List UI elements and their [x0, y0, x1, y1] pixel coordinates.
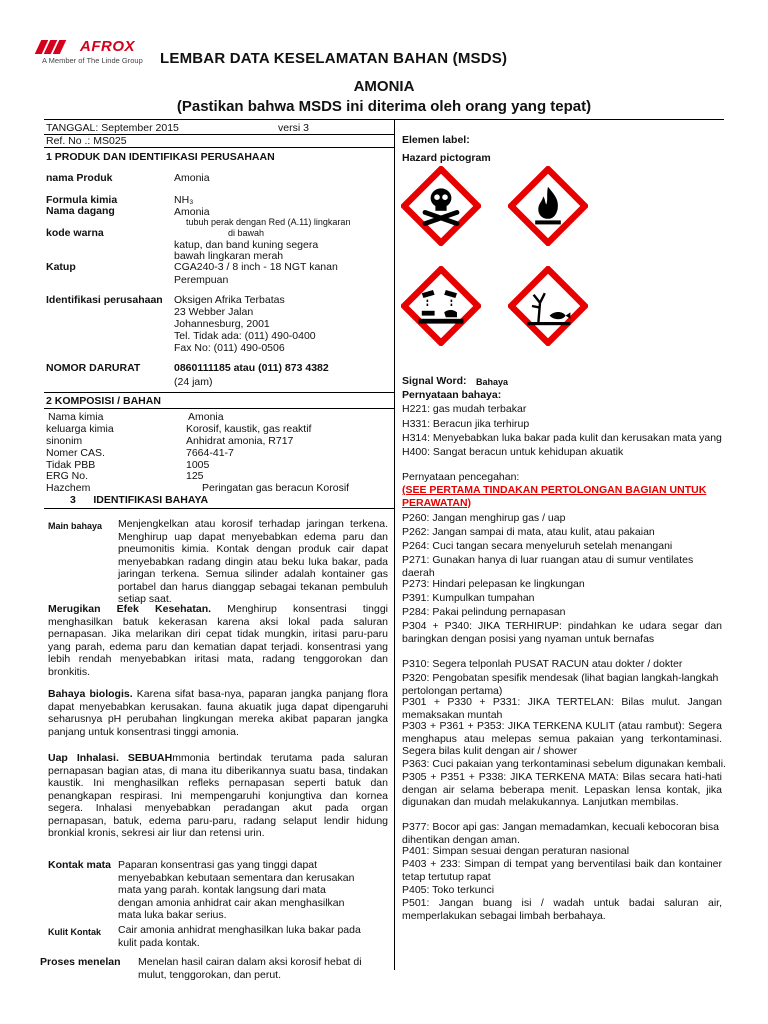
main-hazard-text: Menjengkelkan atau korosif terhadap jaringan terkena. Menghirup uap dapat menyebabkan edema paru dan pneumonitis kimia. Kontak dengan produk cair dapat menyebabkan radang dingin atau beku luka bakar, pada jaringan terkena. Semua silinder adalah kontainer gas portabel dan harus dianggap sebagai tekanan pembuluh setiap saat.: [118, 518, 388, 605]
comp-label: Nomer CAS.: [46, 447, 105, 459]
precaution-statement: P262: Jangan sampai di mata, atau kulit, atau pakaian: [402, 526, 655, 538]
label-eye: Kontak mata: [48, 859, 112, 871]
pictogram-title: Hazard pictogram: [402, 152, 491, 164]
environment-icon: [508, 266, 588, 346]
health-effects: [48, 603, 388, 678]
precaution-title: Pernyataan pencegahan:: [402, 471, 520, 483]
precaution-warning: (SEE PERTAMA TINDAKAN PERTOLONGAN BAGIAN UNTUK PERAWATAN): [402, 484, 707, 509]
label-main-hazard: Main bahaya: [48, 521, 103, 531]
corrosion-icon: [401, 266, 481, 346]
date: TANGGAL: September 2015: [46, 122, 179, 134]
comp-label: ERG No.: [46, 470, 89, 482]
comp-label: Hazchem: [46, 482, 91, 494]
value-valve-line: Perempuan: [174, 274, 229, 286]
header-divider: [44, 119, 724, 120]
value-color-code-line: katup, dan band kuning segera: [174, 239, 319, 251]
value-emergency: 0860111185 atau (011) 873 4382: [174, 362, 329, 374]
hazard-statement: H221: gas mudah terbakar: [402, 403, 527, 415]
precaution-statement: P310: Segera telponlah PUSAT RACUN atau dokter / dokter: [402, 658, 683, 670]
comp-value: Peringatan gas beracun Korosif: [202, 482, 350, 494]
bio-hazard: [48, 688, 388, 738]
label-inhalation: Uap Inhalasi. SEBUAH: [48, 752, 173, 764]
precaution-statement: P284: Pakai pelindung pernapasan: [402, 606, 566, 618]
signal-word-value: Bahaya: [476, 377, 509, 387]
inhalation: [48, 752, 388, 840]
bio-text: Karena sifat basa-nya, paparan jangka panjang flora dapat menyebabkan kerusakan. fauna akuatik juga dapat dipengaruhi seharusnya pH perubahan lingkungan mereka akibat paparan jangka panjang untuk konsentrasi tinggi amonia.: [48, 688, 388, 738]
product-subtitle: (Pastikan bahwa MSDS ini diterima oleh orang yang tepat): [176, 98, 592, 115]
value-product-name: Amonia: [174, 172, 210, 184]
value-company-line: Fax No: (011) 490-0506: [174, 342, 285, 354]
precaution-statement: P303 + P361 + P353: JIKA TERKENA KULIT (atau rambut): Segera menghapus atau melepas semua pakaian yang terkontaminasi. Segera bilas kulit dengan air / shower: [402, 720, 722, 757]
hazard-statement: H314: Menyebabkan luka bakar pada kulit dan kerusakan mata yang: [402, 432, 722, 444]
version: versi 3: [278, 122, 309, 134]
section1-title: 1 PRODUK DAN IDENTIFIKASI PERUSAHAAN: [46, 151, 275, 163]
precaution-statement: P391: Kumpulkan tumpahan: [402, 592, 535, 604]
value-color-code-line: bawah lingkaran merah: [174, 250, 284, 262]
precaution-statement: P501: Jangan buang isi / wadah untuk badai saluran air, memperlakukan sebagai limbah berbahaya.: [402, 897, 722, 922]
label-formula: Formula kimia: [46, 194, 118, 206]
comp-label: Tidak PBB: [46, 459, 96, 471]
precaution-statement: P363: Cuci pakaian yang terkontaminasi sebelum digunakan kembali.: [402, 758, 726, 770]
hazard-statement: H331: Beracun jika terhirup: [402, 418, 530, 430]
divider: [44, 147, 394, 148]
ingestion-text: Menelan hasil cairan dalam aksi korosif hebat di mulut, tenggorokan, dan perut.: [138, 956, 362, 981]
ref-number: Ref. No .: MS025: [46, 135, 127, 147]
precaution-statement: P320: Pengobatan spesifik mendesak (lihat bagian langkah-langkah pertolongan pertama): [402, 672, 719, 697]
value-formula: NH₃: [174, 194, 194, 206]
logo-tagline: A Member of The Linde Group: [42, 56, 143, 65]
skull-crossbones-icon: [401, 166, 481, 246]
label-valve: Katup: [46, 261, 76, 273]
precaution-statement: P301 + P330 + P331: JIKA TERTELAN: Bilas mulut. Jangan memaksakan muntah: [402, 696, 722, 721]
comp-value: Amonia: [188, 411, 224, 423]
section2-title: 2 KOMPOSISI / BAHAN: [46, 395, 161, 407]
hazard-statement: H400: Sangat beracun untuk kehidupan akuatik: [402, 446, 624, 458]
precaution-statement: P271: Gunakan hanya di luar ruangan atau di sumur ventilates daerah: [402, 554, 694, 579]
divider: [44, 392, 394, 393]
precaution-statement: P405: Toko terkunci: [402, 884, 495, 896]
comp-label: sinonim: [46, 435, 83, 447]
comp-label: keluarga kimia: [46, 423, 114, 435]
label-ingestion: Proses menelan: [40, 956, 121, 968]
value-emergency-hours: (24 jam): [174, 376, 213, 388]
health-text: Menghirup konsentrasi tinggi menghasilkan batuk kekerasan karena aksi lokal pada saluran pernapasan. Jika melarikan diri cepat tidak mungkin, iritasi paru-paru yang parah, edema paru dan kematian dapat terjadi. konsentrasi yang lebih rendah menyebabkan iritasi mata, radang tenggorokan dan bronkitis.: [48, 603, 389, 678]
value-company-line: Tel. Tidak ada: (011) 490-0400: [174, 330, 316, 342]
precaution-statement: P273: Hindari pelepasan ke lingkungan: [402, 578, 585, 590]
label-health: Merugikan Efek Kesehatan.: [48, 603, 212, 615]
precaution-statement: P260: Jangan menghirup gas / uap: [402, 512, 566, 524]
afrox-logo: [34, 38, 162, 68]
label-company: Identifikasi perusahaan: [46, 294, 163, 306]
document-title: LEMBAR DATA KESELAMATAN BAHAN (MSDS): [160, 50, 508, 67]
afrox-logo-mark-icon: [34, 40, 64, 54]
section3-title: 3 IDENTIFIKASI BAHAYA: [70, 494, 209, 506]
comp-value: Korosif, kaustik, gas reaktif: [186, 423, 312, 435]
value-valve-line: CGA240-3 / 8 inch - 18 NGT kanan: [174, 261, 338, 273]
product-title: AMONIA: [353, 78, 415, 95]
label-elements: Elemen label:: [402, 134, 470, 146]
label-skin: Kulit Kontak: [48, 927, 101, 937]
comp-label: Nama kimia: [48, 411, 104, 423]
skin-text: Cair amonia anhidrat menghasilkan luka bakar pada kulit pada kontak.: [118, 924, 361, 949]
column-divider: [394, 120, 395, 970]
label-emergency: NOMOR DARURAT: [46, 362, 141, 374]
precaution-statement: P377: Bocor api gas: Jangan memadamkan, kecuali kebocoran bisa dihentikan dengan aman.: [402, 821, 719, 846]
inhalation-text: mmonia bertindak terutama pada saluran pernapasan bagian atas, di mana itu diberikannya suatu basa, tindakan kaustik. Ini menghasilkan refleks pernapasan seperti batuk dan penangkapan respirasi. Ini mempengaruhi konjungtiva dan kornea segera. Inhalasi menyebabkan peradangan akut pada organ pernapasan, batuk, edema paru-paru, radang selaput lendir hidung bronkial kronis, sekresi air liur dan retensi urin.: [48, 752, 388, 839]
comp-value: 125: [186, 470, 204, 482]
value-color-code-line: di bawah: [228, 228, 265, 238]
comp-value: 1005: [186, 459, 210, 471]
label-product-name: nama Produk: [46, 172, 113, 184]
precaution-statement: P403 + 233: Simpan di tempat yang berventilasi baik dan kontainer tetap tertutup rapat: [402, 858, 722, 883]
value-color-code-line: tubuh perak dengan Red (A.11) lingkaran: [186, 217, 351, 227]
value-company-line: 23 Webber Jalan: [174, 306, 254, 318]
divider: [44, 408, 394, 409]
eye-text: Paparan konsentrasi gas yang tinggi dapat menyebabkan kebutaan sementara dan kerusakan mata yang parah. kontak langsung dari mata dengan amonia anhidrat cair akan menghasilkan mata luka bakar serius.: [118, 859, 355, 921]
logo-name: AFROX: [80, 38, 135, 55]
flame-icon: [508, 166, 588, 246]
precaution-statement: P264: Cuci tangan secara menyeluruh setelah menangani: [402, 540, 673, 552]
label-trade-name: Nama dagang: [46, 205, 115, 217]
comp-value: Anhidrat amonia, R717: [186, 435, 294, 447]
comp-value: 7664-41-7: [186, 447, 234, 459]
hazard-statements-title: Pernyataan bahaya:: [402, 389, 502, 401]
signal-word-label: Signal Word:: [402, 375, 467, 387]
value-trade-name: Amonia: [174, 206, 210, 218]
value-company-line: Oksigen Afrika Terbatas: [174, 294, 285, 306]
divider: [44, 508, 394, 509]
precaution-statement: P305 + P351 + P338: JIKA TERKENA MATA: Bilas secara hati-hati dengan air selama beberapa menit. Lepaskan lensa kontak, jika digunakan dan mudah melakukannya. Lanjutkan membilas.: [402, 771, 722, 808]
value-company-line: Johannesburg, 2001: [174, 318, 270, 330]
precaution-statement: P304 + P340: JIKA TERHIRUP: pindahkan ke udara segar dan baringkan dengan posisi yang nyaman untuk bernafas: [402, 620, 722, 645]
label-bio: Bahaya biologis.: [48, 688, 133, 700]
label-color-code: kode warna: [46, 227, 104, 239]
precaution-statement: P401: Simpan sesuai dengan peraturan nasional: [402, 845, 630, 857]
